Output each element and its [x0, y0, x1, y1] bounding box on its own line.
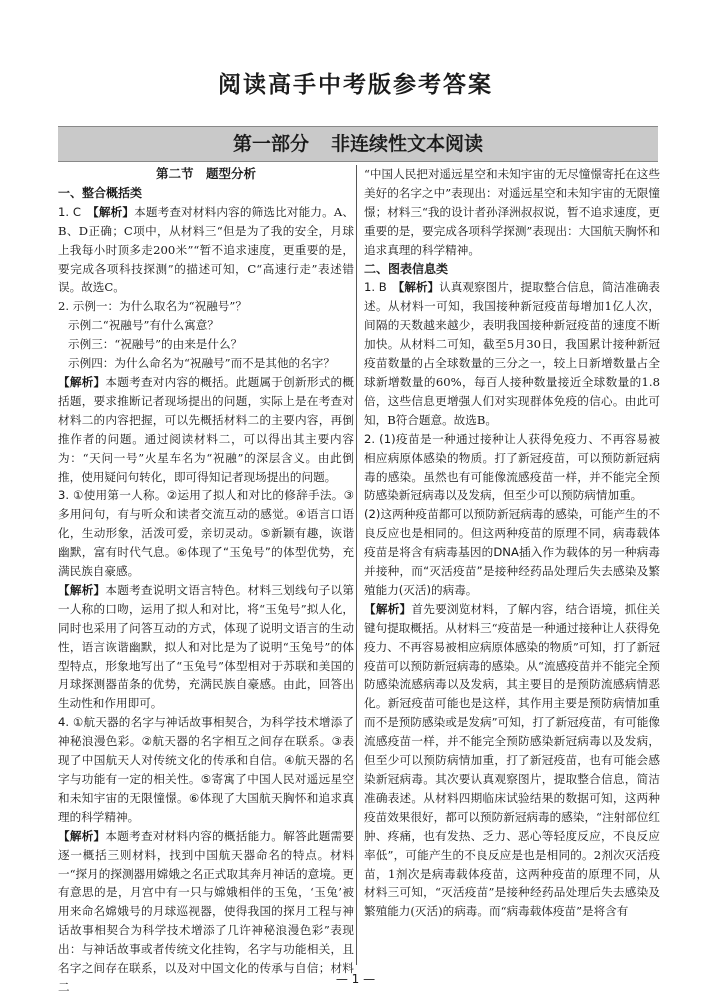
answer-4: 4. ①航天器的名字与神话故事相契合，为科学技术增添了神秘浪漫色彩。②航天器的名字相互之间存在联系。③表现了中国航天人对传统文化的传承和自信。④航天器的名字与功能有一定的相关性。⑤寄寓了中国人民对遥远星空和未知宇宙的无限憧憬。⑥体现了大国航天胸怀和追求真理的科学精神。 — [58, 715, 354, 824]
right-column — [364, 165, 660, 965]
analysis-text: 本题考查说明文语言特色。材料三划线句子以第一人称的口吻，运用了拟人和对比，将“玉兔号”拟人化，同时也采用了问答互动的方式，体现了说明文语言的生动性，语言诙谐幽默，拟人和对比是为了说明“玉兔号”的体型特点，形象地写出了“玉兔号”体型相对于苏联和美国的月球探测器苗条的优势，充满民族自豪感。由此，回答出生动性和作用即可。 — [58, 582, 354, 711]
answer-2-line: 示例三：“祝融号”的由来是什么？ — [68, 337, 243, 352]
category-heading-1: 一、整合概括类 — [58, 185, 143, 200]
analysis-text: 首先要浏览材料，了解内容，结合语境，抓住关键句提取概括。从材料三“疫苗是一种通过接种让人获得免疫力、不再容易被相应病原体感染的物质”可知，打了新冠疫苗可以预防新冠病毒的感染。从“流感疫苗并不能完全预防感染流感病毒以及发病，其主要目的是预防流感病情恶化。新冠疫苗可能也是这样，其作用主要是预防病情加重而不是预防感染或是发病”可知，打了新冠疫苗，有可能像流感疫苗一样，并不能完全预防感染新冠病毒以及发病，但至少可以预防病情加重，打了新冠疫苗，也有可能会感染新冠病毒。其次要认真观察图片，提取整合信息，简洁准确表述。从材料四期临床试验结果的数据可知，这两种疫苗效果很好，都可以预防新冠病毒的感染，“注射部位红肿、疼痛，也有发热、乏力、恶心等轻度反应，不良反应率低”，可能产生的不良反应是也是相同的。2剂次灭活疫苗，1剂次是病毒载体疫苗，这两种疫苗的原理不同，从材料三可知，“灭活疫苗”是接种经药品处理后失去感染及繁殖能力(灭活)的病毒。而“病毒载体疫苗”是将含有 — [364, 601, 660, 919]
answer-2-line: 示例四：为什么命名为“祝融号”而不是其他的名字？ — [68, 356, 335, 371]
analysis-text: 本题考查对材料内容的概括能力。解答此题需要逐一概括三则材料，找到中国航天器命名的特点。材料一“探月的探测器用嫦娥之名正式取其奔月神话的意境。更有意思的是，月宫中有一只与嫦娥相伴的玉兔，‘玉兔’被用来命名嫦娥号的月球巡视器，使得我国的探月工程与神话故事相契合为科学技术增添了几许神秘浪漫色彩”表现出：与神话故事或者传统文化挂钩，名字与功能相关，且名字之间存在联系，以及对中国文化的传承与自信；材料二 — [58, 828, 354, 994]
answer-number: 1. C — [58, 204, 93, 219]
analysis-text: 本题考查对内容的概括。此题属于创新形式的概括题，要求推断记者现场提出的问题，实际上是在考查对材料二的内容把握，可以先概括材料二的主要内容，再倒推作者的问题。通过阅读材料二，可以得出其主要内容为：“天问一号”火星车名为“祝融”的深层含义。由此倒推，使用疑问句转化，即可得知记者现场提出的问题。 — [58, 374, 354, 484]
part-number: 第一部分 — [232, 133, 309, 155]
answer-3-analysis — [58, 581, 354, 713]
page-number: — 1 — — [335, 972, 376, 986]
page-title: 阅读高手中考版参考答案 — [218, 72, 493, 98]
analysis-label: 【解析】 — [58, 582, 106, 597]
column-divider — [356, 165, 357, 965]
analysis-label: 【解析】 — [92, 204, 135, 219]
analysis-text: 认真观察图片，提取整合信息，简洁准确表述。从材料一可知，我国接种新冠疫苗每增加1亿人次，间隔的天数越来越少，表明我国接种新冠疫苗的速度不断加快。从材料二可知，截至5月30日，我国累计接种新冠疫苗数量的占全球数量的三分之一，较上日新增数量占全球新增数量的60%，每百人接种数量接近全球数量的1.8倍，这些信息更增强人们对实现群体免疫的信心。由此可知，B符合题意。故选B。 — [364, 280, 661, 427]
chart-answer-2-part1: 2. (1)疫苗是一种通过接种让人获得免疫力、不再容易被相应病原体感染的物质。打了新冠疫苗，可以预防新冠病毒的感染。虽然也有可能像流感疫苗一样，并不能完全预防感染新冠病毒以及发病，但至少可以预防病情加重。 — [364, 431, 660, 503]
answer-number: 1. B — [364, 280, 399, 295]
analysis-label: 【解析】 — [58, 374, 106, 389]
answer-1 — [58, 203, 354, 298]
section-title: 第二节 题型分析 — [155, 166, 256, 181]
left-column — [58, 165, 355, 994]
answer-3: 3. ①使用第一人称。②运用了拟人和对比的修辞手法。③多用问句，有与听众和读者交流互动的感觉。④语言口语化，生动形象，活泼可爱，亲切灵动。⑤新颖有趣，诙谐幽默，富有时代气息。⑥体现了“玉兔号”的体型优势，充满民族自豪感。 — [58, 488, 354, 579]
part-banner — [58, 126, 658, 162]
chart-answer-2-analysis — [364, 600, 660, 921]
analysis-label: 【解析】 — [364, 601, 412, 616]
chart-answer-2-part2: (2)这两种疫苗都可以预防新冠病毒的感染，可能产生的不良反应也是相同的。但这两种疫苗的原理不同，病毒载体疫苗是将含有病毒基因的DNA插入作为载体的另一种病毒并接种，而“灭活疫苗”是接种经药品处理后失去感染及繁殖能力(灭活)的病毒。 — [364, 507, 660, 597]
chart-answer-1 — [364, 278, 660, 429]
answer-2-line: 2. 示例一：为什么取名为“祝融号”？ — [58, 299, 247, 314]
analysis-label: 【解析】 — [58, 828, 106, 843]
analysis-text: 本题考查对材料内容的筛选比对能力。A、B、D正确；C项中，从材料三“但是为了我的安全，月球上我每小时顶多走200米”“暂不追求速度，更重要的是，要完成各项科技探测”的描述可知，C“高速行走”表述错误。故选C。 — [58, 204, 355, 295]
answer-2-analysis — [58, 373, 354, 486]
analysis-label: 【解析】 — [398, 280, 440, 295]
answer-2-line: 示例二“祝融号”有什么寓意？ — [68, 318, 219, 333]
part-name: 非连续性文本阅读 — [331, 133, 484, 155]
continued-text: “中国人民把对遥远星空和未知宇宙的无尽憧憬寄托在这些美好的名字之中”表现出：对遥远星空和未知宇宙的无限憧憬；材料三“我的设计者孙泽洲叔叔说，暂不追求速度，更重要的是，要完成各项科学探测”表现出：大国航天胸怀和追求真理的科学精神。 — [364, 167, 660, 257]
category-heading-2: 二、图表信息类 — [364, 261, 449, 276]
